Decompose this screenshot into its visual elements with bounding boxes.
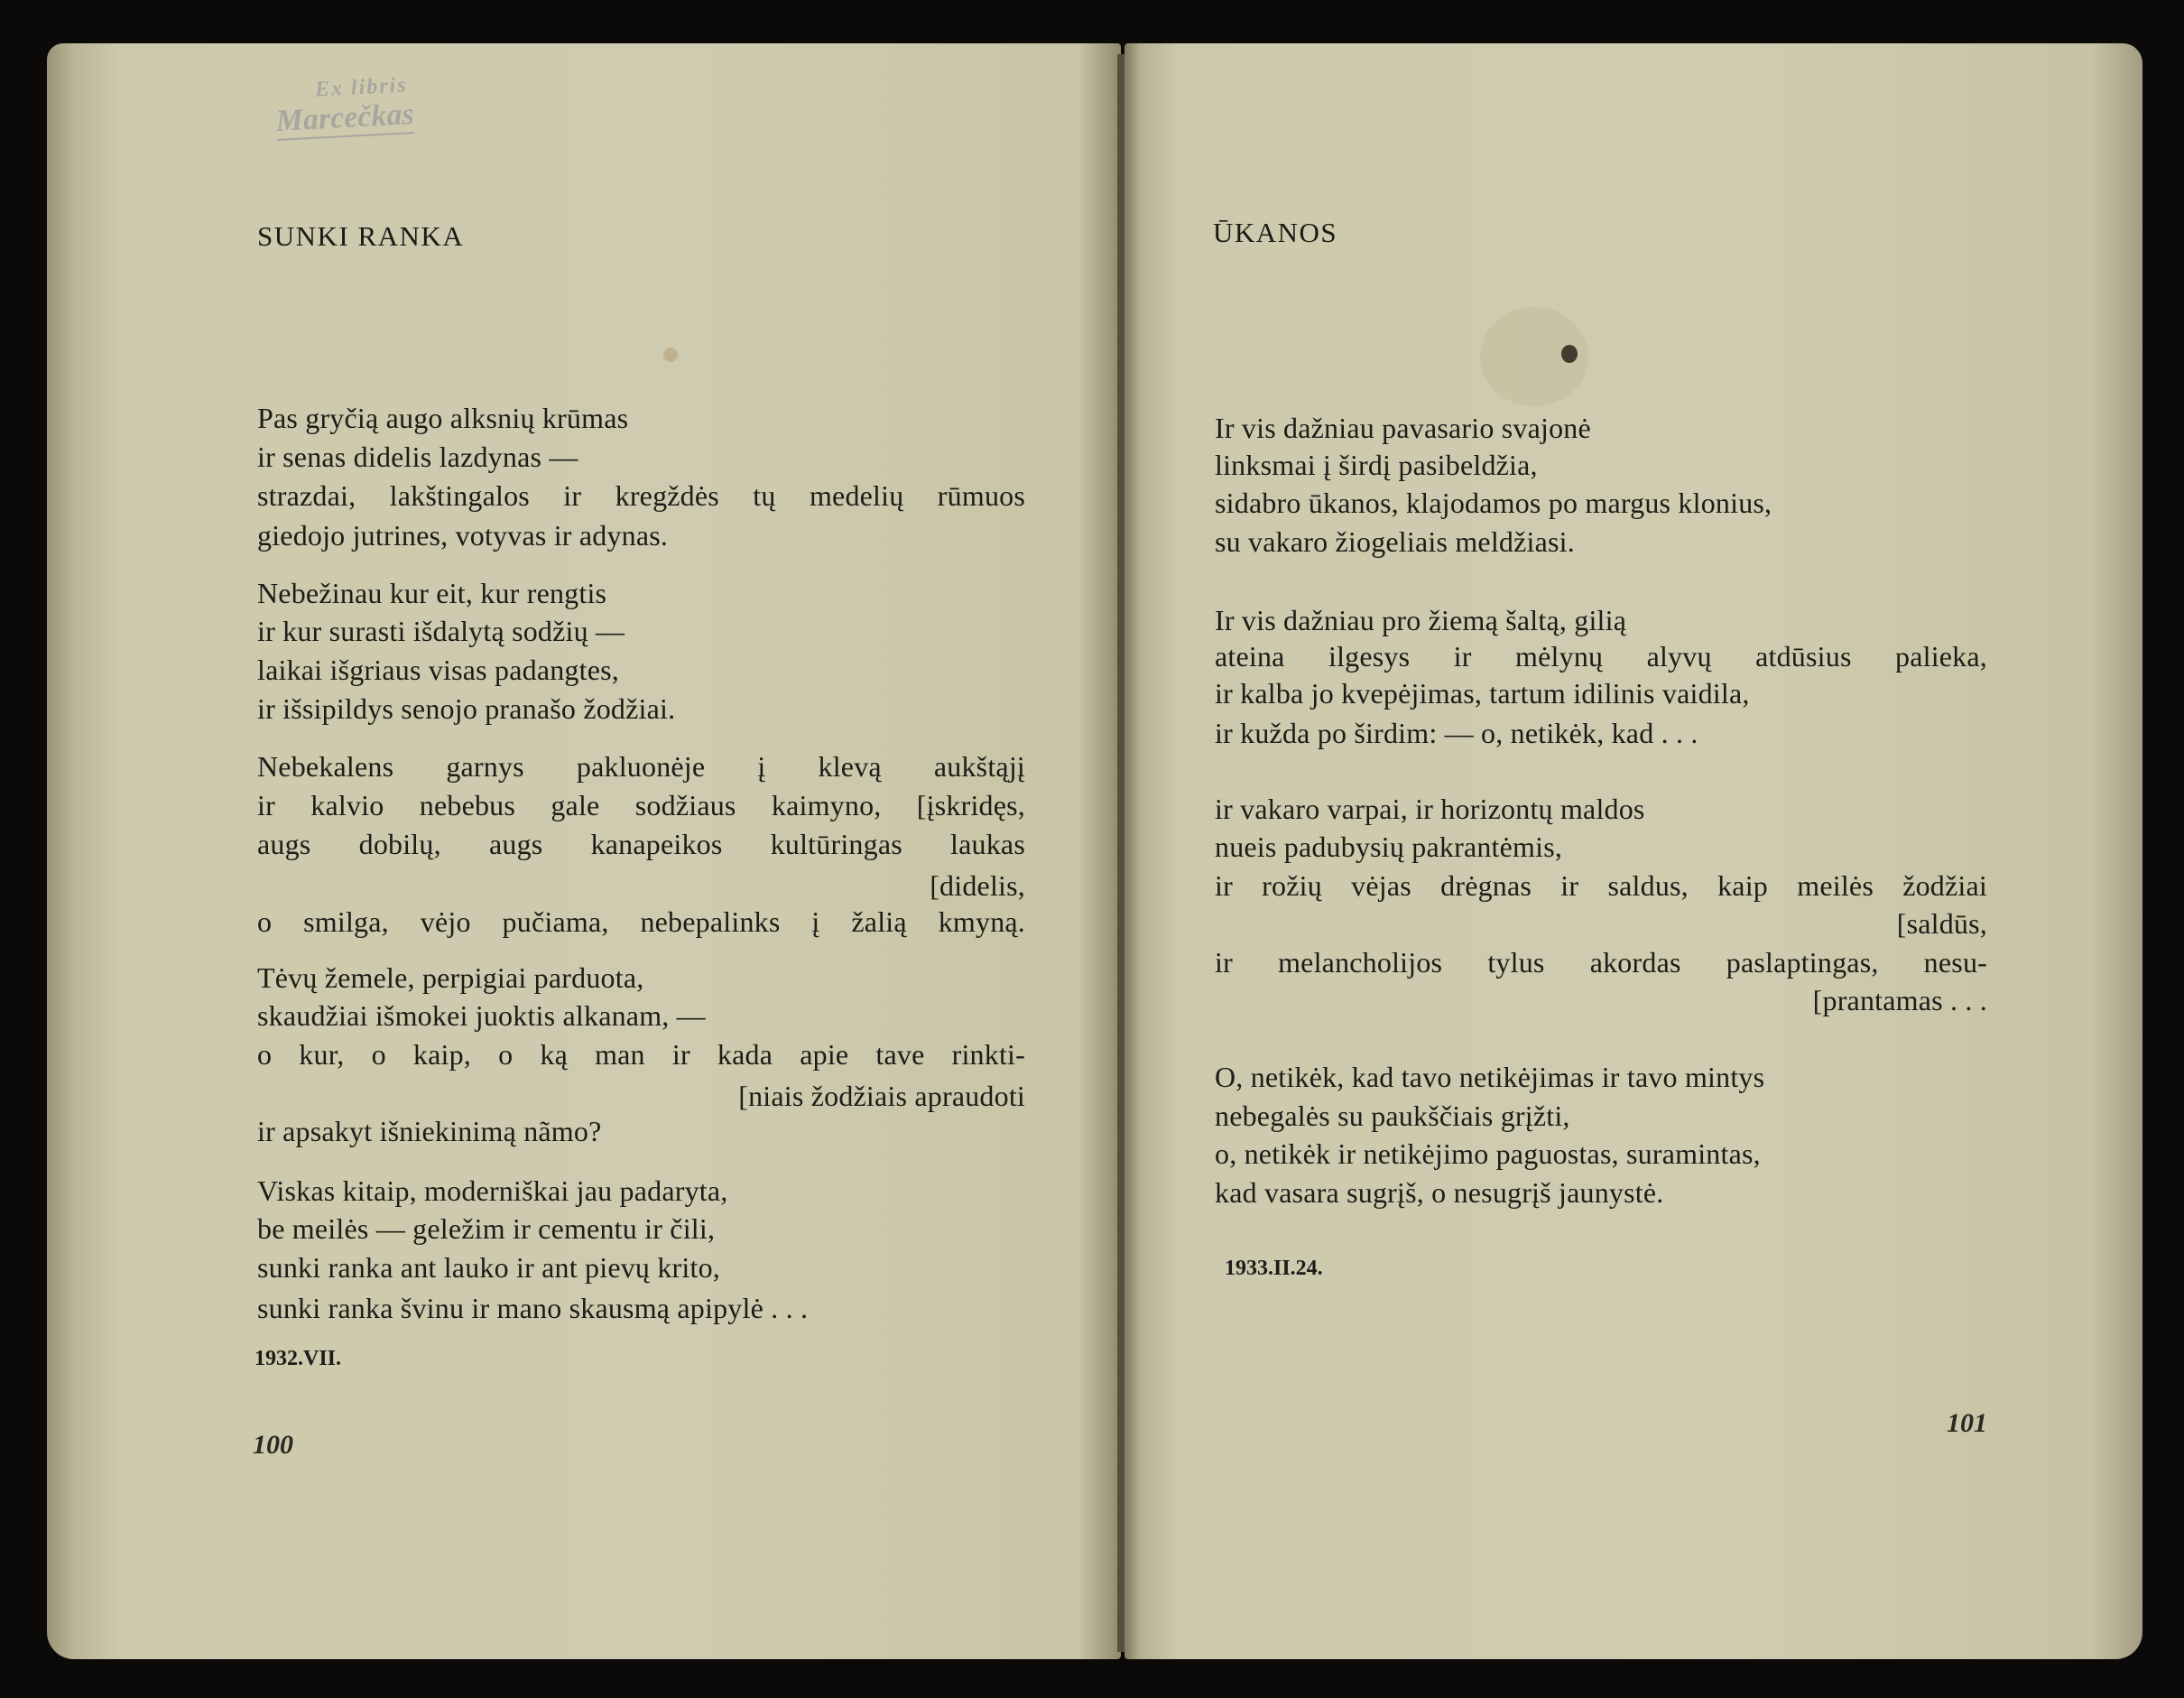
page-number-right: 101 — [1947, 1408, 1987, 1438]
poem-line: sidabro ūkanos, klajodamos po margus klonius, — [1215, 487, 1772, 519]
poem-line: ir vakaro varpai, ir horizontų maldos — [1215, 793, 1645, 825]
poem-line: [didelis, — [930, 869, 1025, 902]
poem-line: O, netikėk, kad tavo netikėjimas ir tavo mintys — [1215, 1061, 1765, 1093]
page-number-left: 100 — [253, 1430, 293, 1460]
paper-stain — [1480, 307, 1588, 406]
poem-line: Viskas kitaip, moderniškai jau padaryta, — [257, 1174, 728, 1207]
stamp-line: Ex libris — [314, 73, 409, 102]
poem-line: sunki ranka švinu ir mano skausmą apipylė . . . — [257, 1292, 809, 1324]
poem-line: su vakaro žiogeliais meldžiasi. — [1215, 525, 1575, 558]
poem-line: giedojo jutrines, votyvas ir adynas. — [257, 519, 669, 552]
poem-line: Ir vis dažniau pro žiemą šaltą, gilią — [1215, 604, 1627, 636]
poem-line: laikai išgriaus visas padangtes, — [257, 654, 619, 686]
poem-line: ir kalba jo kvepėjimas, tartum idilinis vaidila, — [1215, 677, 1750, 710]
poem-line: o smilga, vėjo pučiama, nebepalinks į žalią kmyną. — [257, 905, 1025, 938]
poem-line: ir išsipildys senojo pranašo žodžiai. — [257, 692, 676, 725]
poem-line: ir kur surasti išdalytą sodžių — — [257, 615, 625, 647]
poem-line: ir kužda po širdim: — o, netikėk, kad . . . — [1215, 717, 1698, 749]
poem-line: Ir vis dažniau pavasario svajonė — [1215, 412, 1591, 444]
poem-title-right: ŪKANOS — [1213, 217, 1338, 248]
poem-line: [prantamas . . . — [1812, 984, 1987, 1016]
poem-line: kad vasara sugrįš, o nesugrįš jaunystė. — [1215, 1176, 1664, 1209]
poem-line: strazdai, lakštingalos ir kregždės tų medelių rūmuos — [257, 479, 1025, 512]
poem-line: sunki ranka ant lauko ir ant pievų krito, — [257, 1251, 720, 1284]
poem-line: o, netikėk ir netikėjimo paguostas, suramintas, — [1215, 1137, 1761, 1170]
poem-line: Nebežinau kur eit, kur rengtis — [257, 577, 607, 609]
poem-line: augs dobilų, augs kanapeikos kultūringas laukas — [257, 828, 1025, 860]
poem-line: ir rožių vėjas drėgnas ir saldus, kaip meilės žodžiai — [1215, 869, 1987, 902]
paper-stain — [663, 348, 678, 362]
poem-line: ir kalvio nebebus gale sodžiaus kaimyno, [įskridęs, — [257, 789, 1025, 821]
poem-line: skaudžiai išmokei juoktis alkanam, — — [257, 999, 706, 1032]
poem-title-left: SUNKI RANKA — [257, 220, 465, 252]
stamp-line: Marcečkas — [275, 97, 415, 141]
poem-line: [saldūs, — [1896, 907, 1987, 940]
poem-line: Tėvų žemele, perpigiai parduota, — [257, 961, 644, 994]
poem-line: nueis padubysių pakrantėmis, — [1215, 830, 1563, 863]
poem-line: ir senas didelis lazdynas — — [257, 441, 578, 473]
poem-date-right: 1933.II.24. — [1225, 1257, 1323, 1280]
poem-line: ateina ilgesys ir mėlynų alyvų atdūsius palieka, — [1215, 640, 1987, 673]
ex-libris-stamp — [273, 73, 414, 141]
poem-line: Nebekalens garnys pakluonėje į klevą aukštąjį — [257, 750, 1025, 783]
poem-line: Pas gryčią augo alksnių krūmas — [257, 402, 629, 434]
poem-date-left: 1932.VII. — [254, 1347, 342, 1370]
book-gutter — [1117, 54, 1124, 1652]
poem-line: linksmai į širdį pasibeldžia, — [1215, 449, 1538, 481]
poem-line: ir melancholijos tylus akordas paslaptingas, nesu- — [1215, 946, 1987, 979]
poem-line: ir apsakyt išniekinimą nãmo? — [257, 1115, 602, 1147]
poem-line: nebegalės su paukščiais grįžti, — [1215, 1100, 1570, 1132]
poem-line: o kur, o kaip, o ką man ir kada apie tave rinkti- — [257, 1038, 1025, 1071]
poem-line: be meilės — geležim ir cementu ir čili, — [257, 1212, 716, 1245]
poem-line: [niais žodžiais apraudoti — [738, 1080, 1025, 1112]
